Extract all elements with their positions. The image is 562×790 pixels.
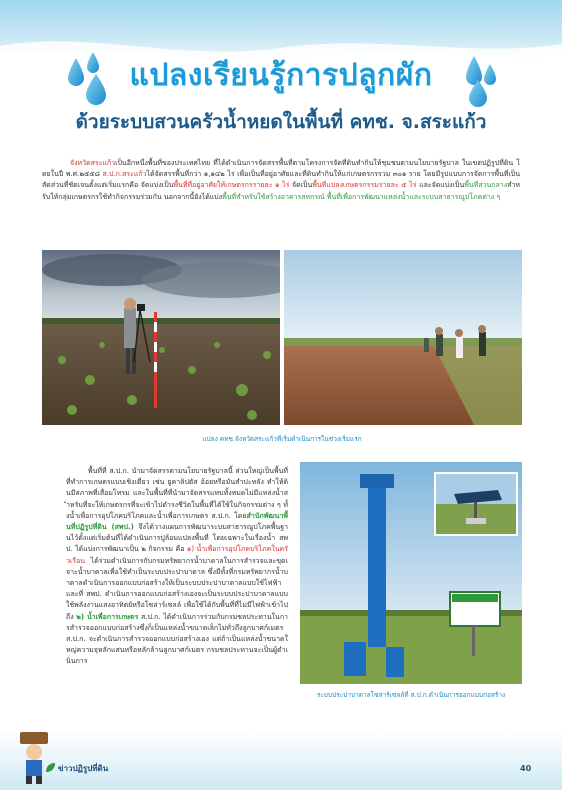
intro-text-4: และจัดแบ่งเป็น — [416, 181, 465, 190]
intro-paragraph — [42, 158, 520, 203]
page-title: แปลงเรียนรู้การปลูกผัก — [129, 58, 433, 93]
intro-common-area-highlight: พื้นที่ส่วนกลาง — [464, 181, 508, 190]
intro-cooperative-highlight: พื้นที่สำหรับใช้สร้างอาคารสหกรณ์ พื้นที่เพื่อการพัฒนาแหล่งน้ำและระบบสาธารณูปโภคต่าง ๆ — [222, 192, 501, 201]
photo-field-survey — [42, 250, 280, 425]
photo-caption-top: แปลง คทช.จังหวัดสระแก้วที่เริ่มดำเนินการในช่วงเริ่มแรก — [202, 435, 362, 443]
intro-text-3: จัดเป็น — [289, 181, 313, 190]
body-text-3: ได้ร่วมดำเนินการกับกรมทรัพยากรน้ำบาดาลในการสำรวจและขุดเจาะน้ำบาดาลเพื่อใช้ทำเป็นระบบประปาบาดาล ซึ่งมีทั้งที่กรมทรัพยากรน้ำบาดาลดำเนินการออกแบบก่อสร้างให้เป็นระบบประปาบาดาลแบบใช้ไฟฟ้า และที่ สพป. ดำเนินการออกแบบก่อสร้างเองจะเป็นระบบประปาบาดาลแบบใช้พลังงานแสงอาทิตย์หรือโซล่าร์เซลล์ เพื่อใช้ได้กับพื้นที่ที่ไม่มีไฟฟ้าเข้าไปถึง — [66, 556, 288, 621]
footer-band — [0, 730, 562, 790]
body-paragraph — [66, 466, 288, 668]
body-activity-2-highlight: ๒) น้ำเพื่อการเกษตร — [76, 612, 139, 621]
field-survey-image — [42, 250, 280, 425]
intro-text-1: เป็นอีกหนึ่งพื้นที่ของประเทศไทย ที่ได้ดำเนินการจัดสรรพื้นที่ตามโครงการจัดที่ดินทำกินให้ชุมชนตามนโยบายรัฐบาล ในเขตปฏิรูปที่ดิน โดยในปี พ.ศ.๒๕๕๘ — [42, 159, 520, 179]
intro-residential-highlight: พื้นที่ที่อยู่อาศัยให้เกษตรกรรายละ ๑ ไร่ — [173, 181, 290, 190]
body-text-1: พื้นที่ที่ ส.ป.ก. นำมาจัดสรรตามนโยบายรัฐบาลนี้ ส่วนใหญ่เป็นพื้นที่ที่ทำการเกษตรแบบเชิงเดี่ยว เช่น ยูคาลิปตัส อ้อยหรือมันสำปะหลัง ทำให้ดินมีสภาพที่เสื่อมโทรม และในพื้นที่ที่นำมาจัดสรรแทบทั้งหมดไม่มีแหล่งน้ำสำหรับที่จะให้เกษตรกรที่จะเข้าไปดำรงชีวิตในพื้นที่ได้ใช้ในกิจกรรมต่าง ๆ ทั้งน้ำเพื่อการอุปโภคบริโภคและน้ำเพื่อการเกษตร ส.ป.ก. โดย — [66, 467, 288, 520]
page-subtitle: ด้วยระบบสวนครัวน้ำหยดในพื้นที่ คทช. จ.สระแก้ว — [75, 111, 487, 133]
mascot-icon — [14, 726, 54, 786]
intro-agency-highlight: ส.ป.ก.สระแก้ว — [102, 170, 147, 179]
intro-province-highlight: จังหวัดสระแก้ว — [70, 159, 116, 167]
body-agency-highlight: สำนักพัฒนาพื้นที่ปฏิรูปที่ดิน (สพป.) — [66, 511, 288, 532]
body-text-2: จึงได้วางแผนการพัฒนาระบบสาธารณูปโภคพื้นฐานไว้ตั้งแต่เริ่มต้นที่ได้ดำเนินการปูล้อมแปลงพื้นที่ โดยเฉพาะในเรื่องน้ำ สพป. ได้แบ่งการพัฒนาเป็น ๒ กิจกรรม คือ — [66, 523, 288, 554]
body-text-4: ส.ป.ก. ได้ดำเนินการร่วมกับกรมชลประทานในการสำรวจออกแบบก่อสร้างซึ่งก็เป็นแหล่งน้ำขนาดเล็กไม่ทั่วถึงลูกบาศก์เมตร ส.ป.ก. จะดำเนินการสำรวจออกแบบก่อสร้างเอง แต่ถ้าเป็นแหล่งน้ำขนาดใหญ่ความจุหลักแสนหรือหลักล้านลูกบาศก์เมตร กรมชลประทานจะเป็นผู้ดำเนินการ — [66, 612, 288, 666]
photo-solar-water-system — [300, 462, 522, 684]
photo-caption-bottom: ระบบประปาบาดาลโซล่าร์เซลล์ที่ ส.ป.ก.ดำเนินการออกแบบก่อสร้าง — [316, 691, 506, 699]
intro-text-5: สำหรับให้กลุ่มเกษตรกรใช้ทำกิจกรรมร่วมกัน นอกจากนี้ยังได้แบ่ง — [42, 181, 520, 201]
inset-photo-solar-panel — [434, 472, 518, 536]
cleared-land-image — [284, 250, 522, 425]
footer-section-label: ข่าวปฏิรูปที่ดิน — [58, 764, 109, 773]
page-number: 40 — [520, 764, 532, 773]
leaf-bullet-icon — [44, 762, 56, 774]
body-activity-1-highlight: ๑) น้ำเพื่อการอุปโภคบริโภคในครัวเรือน — [66, 545, 288, 565]
intro-farm-plot-highlight: พื้นที่แปลงเกษตรกรรมรายละ ๕ ไร่ — [312, 181, 417, 190]
solar-panel-inset-image — [436, 474, 516, 534]
intro-text-2: ได้จัดสรรพื้นที่กว่า ๑,๑๔๒ ไร่ เพื่อเป็นที่อยู่อาศัยและที่ดินทำกินให้แก่เกษตรกรรวม ๓๐๑ ราย โดยมีรูปแบบการจัดการพื้นที่เป็นสัดส่วนที่ชัดเจนตั้งแต่เริ่มแรกคือ จัดแบ่งเป็น — [42, 170, 520, 190]
photo-cleared-land — [284, 250, 522, 425]
